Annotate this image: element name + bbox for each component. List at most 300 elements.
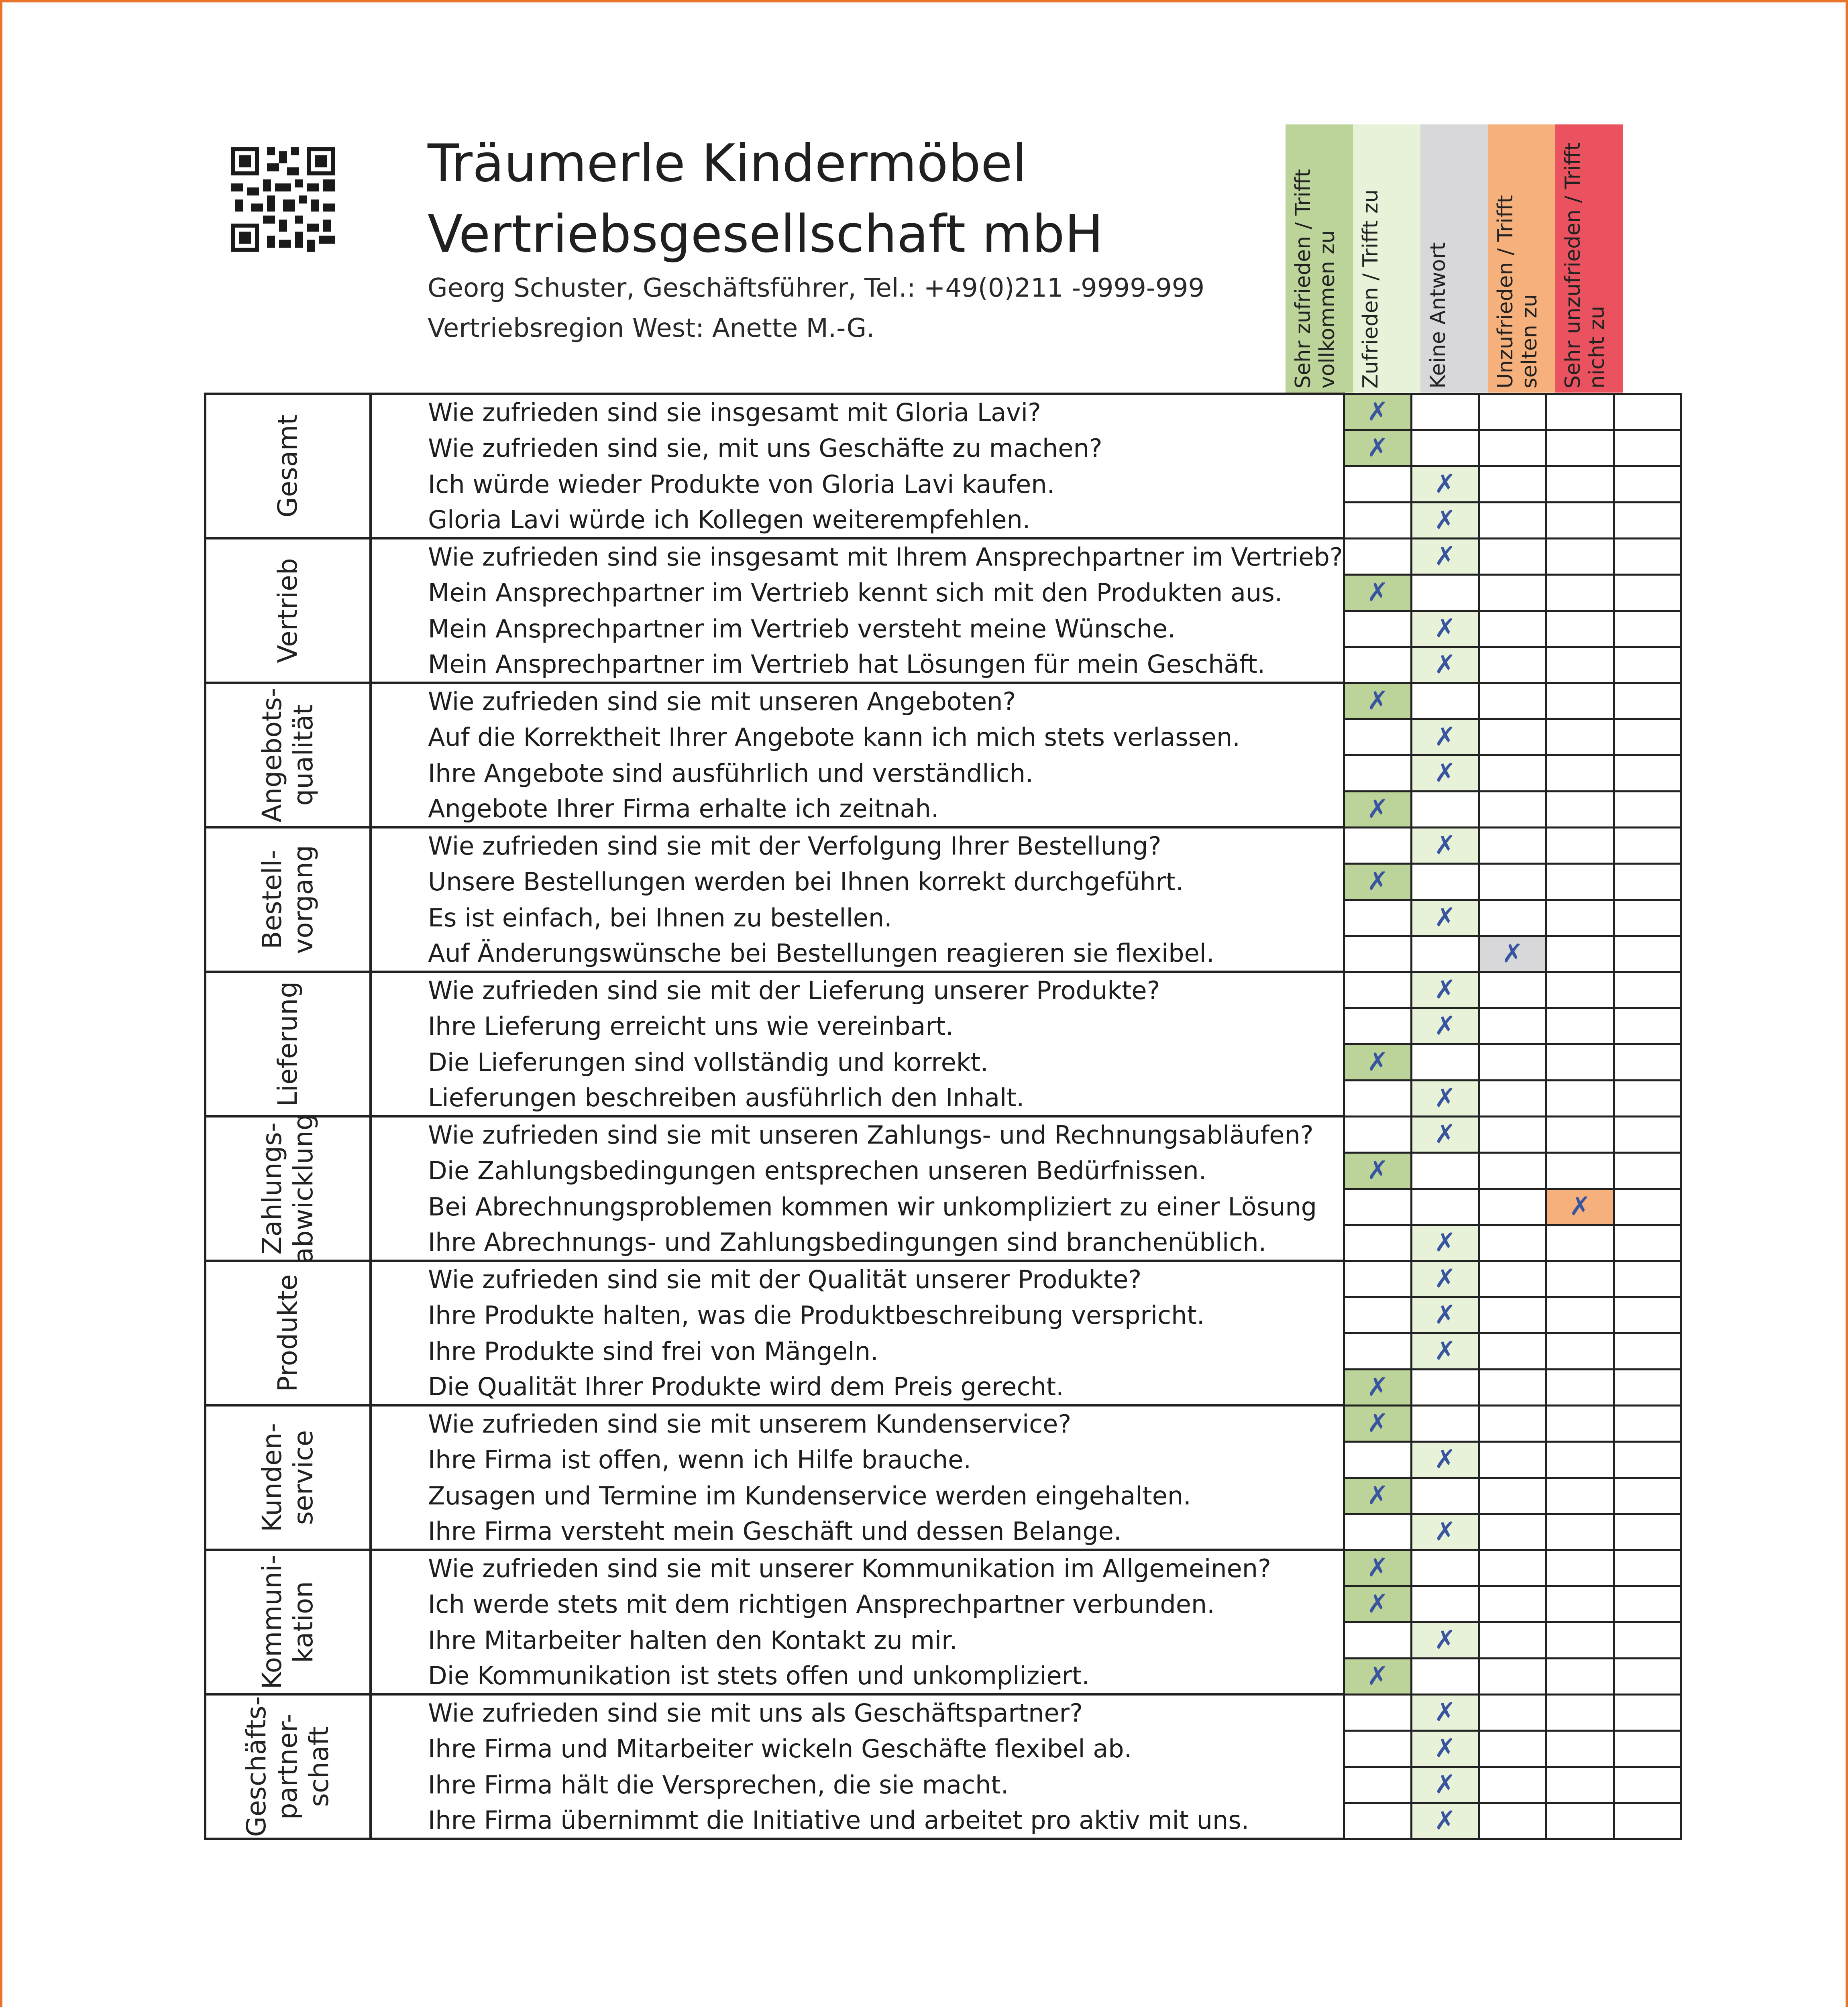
rating-checkbox[interactable]: [1546, 791, 1614, 827]
rating-checkbox[interactable]: ✗: [1411, 1261, 1479, 1297]
rating-checkbox[interactable]: ✗: [1344, 1658, 1411, 1694]
rating-checkbox[interactable]: [1344, 1116, 1411, 1152]
rating-checkbox[interactable]: [1344, 1803, 1411, 1839]
rating-checkbox[interactable]: [1479, 1080, 1546, 1116]
qr-code-icon: [231, 147, 335, 252]
rating-checkbox[interactable]: [1614, 502, 1681, 538]
rating-checkbox[interactable]: [1479, 430, 1546, 466]
rating-checkbox[interactable]: ✗: [1411, 900, 1479, 936]
rating-checkbox[interactable]: [1546, 538, 1614, 574]
rating-checkbox[interactable]: [1546, 827, 1614, 863]
rating-checkbox[interactable]: [1546, 1441, 1614, 1478]
survey-row: [205, 1694, 1681, 1730]
rating-checkbox[interactable]: [1614, 1225, 1681, 1261]
contact-info: [428, 268, 1204, 348]
rating-checkbox[interactable]: [1479, 1225, 1546, 1261]
rating-checkbox[interactable]: [1546, 1044, 1614, 1080]
rating-checkbox[interactable]: ✗: [1344, 1044, 1411, 1080]
rating-checkbox[interactable]: [1479, 647, 1546, 683]
question-text: Wie zufrieden sind sie mit unseren Angeboten?: [371, 683, 1344, 719]
rating-checkbox[interactable]: [1479, 755, 1546, 791]
survey-row: [205, 1044, 1681, 1080]
rating-checkbox[interactable]: [1614, 430, 1681, 466]
survey-row: [205, 1225, 1681, 1261]
rating-checkbox[interactable]: [1344, 1189, 1411, 1225]
rating-checkbox[interactable]: [1546, 1008, 1614, 1044]
rating-column-header: [1555, 124, 1623, 393]
rating-checkbox[interactable]: [1479, 1694, 1546, 1730]
rating-checkbox[interactable]: ✗: [1411, 755, 1479, 791]
category-label: Kunden- service: [257, 1423, 319, 1532]
rating-checkbox[interactable]: [1411, 936, 1479, 972]
rating-checkbox[interactable]: [1614, 1116, 1681, 1152]
rating-checkbox[interactable]: ✗: [1411, 1441, 1479, 1478]
rating-checkbox[interactable]: ✗: [1411, 466, 1479, 502]
rating-checkbox[interactable]: [1411, 791, 1479, 827]
rating-checkbox[interactable]: [1614, 1478, 1681, 1514]
rating-checkbox[interactable]: [1546, 1550, 1614, 1586]
rating-checkbox[interactable]: [1344, 755, 1411, 791]
question-text: Zusagen und Termine im Kundenservice werden eingehalten.: [371, 1478, 1344, 1514]
rating-checkbox[interactable]: [1614, 466, 1681, 502]
survey-row: [205, 466, 1681, 502]
rating-checkbox[interactable]: [1614, 1514, 1681, 1550]
question-text: Wie zufrieden sind sie mit unseren Zahlungs- und Rechnungsabläufen?: [371, 1116, 1344, 1152]
question-text: Ihre Mitarbeiter halten den Kontakt zu mir.: [371, 1622, 1344, 1658]
rating-checkbox[interactable]: ✗: [1344, 1586, 1411, 1622]
rating-checkbox[interactable]: [1546, 1658, 1614, 1694]
rating-checkbox[interactable]: ✗: [1411, 1767, 1479, 1803]
contact-line-2: Vertriebsregion West: Anette M.-G.: [428, 313, 875, 343]
rating-checkbox[interactable]: [1479, 791, 1546, 827]
rating-checkbox[interactable]: [1479, 1658, 1546, 1694]
survey-row: [205, 972, 1681, 1008]
rating-checkbox[interactable]: [1411, 1044, 1479, 1080]
rating-checkbox[interactable]: [1411, 1189, 1479, 1225]
rating-checkbox[interactable]: [1546, 1514, 1614, 1550]
question-text: Wie zufrieden sind sie mit unserer Kommunikation im Allgemeinen?: [371, 1550, 1344, 1586]
category-cell: [205, 1694, 371, 1839]
question-text: Die Kommunikation ist stets offen und unkompliziert.: [371, 1658, 1344, 1694]
rating-checkbox[interactable]: [1411, 1586, 1479, 1622]
rating-checkbox[interactable]: [1479, 1405, 1546, 1441]
question-text: Lieferungen beschreiben ausführlich den Inhalt.: [371, 1080, 1344, 1116]
rating-checkbox[interactable]: ✗: [1411, 972, 1479, 1008]
rating-checkbox[interactable]: [1614, 1550, 1681, 1586]
question-text: Angebote Ihrer Firma erhalte ich zeitnah.: [371, 791, 1344, 827]
rating-checkbox[interactable]: [1546, 1261, 1614, 1297]
rating-checkbox[interactable]: ✗: [1411, 1225, 1479, 1261]
rating-checkbox[interactable]: [1614, 936, 1681, 972]
rating-checkbox[interactable]: [1614, 1189, 1681, 1225]
rating-checkbox[interactable]: ✗: [1546, 1189, 1614, 1225]
rating-checkbox[interactable]: [1479, 1008, 1546, 1044]
company-line-2: Vertriebsgesellschaft mbH: [428, 204, 1104, 264]
rating-checkbox[interactable]: [1546, 1116, 1614, 1152]
question-text: Die Lieferungen sind vollständig und korrekt.: [371, 1044, 1344, 1080]
survey-row: [205, 647, 1681, 683]
rating-checkbox[interactable]: [1614, 1730, 1681, 1767]
rating-checkbox[interactable]: [1344, 1441, 1411, 1478]
category-label: Geschäfts- partner- schaft: [241, 1696, 334, 1837]
rating-checkbox[interactable]: [1411, 1405, 1479, 1441]
rating-checkbox[interactable]: ✗: [1344, 1405, 1411, 1441]
rating-checkbox[interactable]: [1344, 1080, 1411, 1116]
rating-checkbox[interactable]: ✗: [1411, 1514, 1479, 1550]
survey-row: [205, 1803, 1681, 1839]
question-text: Bei Abrechnungsproblemen kommen wir unkompliziert zu einer Lösung: [371, 1189, 1344, 1225]
rating-checkbox[interactable]: ✗: [1411, 647, 1479, 683]
question-text: Wie zufrieden sind sie mit unserem Kundenservice?: [371, 1405, 1344, 1441]
rating-checkbox[interactable]: [1411, 430, 1479, 466]
rating-checkbox[interactable]: [1546, 466, 1614, 502]
survey-row: [205, 1658, 1681, 1694]
survey-row: [205, 430, 1681, 466]
question-text: Ihre Firma ist offen, wenn ich Hilfe brauche.: [371, 1441, 1344, 1478]
question-text: Wie zufrieden sind sie mit der Lieferung unserer Produkte?: [371, 972, 1344, 1008]
question-text: Auf die Korrektheit Ihrer Angebote kann ich mich stets verlassen.: [371, 719, 1344, 755]
survey-row: [205, 900, 1681, 936]
rating-checkbox[interactable]: [1546, 900, 1614, 936]
rating-checkbox[interactable]: [1479, 1730, 1546, 1767]
rating-checkbox[interactable]: [1546, 936, 1614, 972]
rating-checkbox[interactable]: ✗: [1411, 1116, 1479, 1152]
rating-checkbox[interactable]: [1411, 683, 1479, 719]
rating-checkbox[interactable]: [1344, 502, 1411, 538]
rating-checkbox[interactable]: [1479, 1514, 1546, 1550]
rating-checkbox[interactable]: [1344, 1622, 1411, 1658]
rating-checkbox[interactable]: [1479, 466, 1546, 502]
rating-checkbox[interactable]: [1344, 538, 1411, 574]
rating-checkbox[interactable]: [1479, 1369, 1546, 1405]
rating-checkbox[interactable]: [1479, 1803, 1546, 1839]
survey-row: [205, 791, 1681, 827]
rating-checkbox[interactable]: [1479, 719, 1546, 755]
rating-checkbox[interactable]: [1479, 827, 1546, 863]
rating-checkbox[interactable]: [1546, 972, 1614, 1008]
rating-checkbox[interactable]: [1546, 1333, 1614, 1369]
rating-checkbox[interactable]: [1411, 863, 1479, 900]
rating-checkbox[interactable]: [1614, 1586, 1681, 1622]
question-text: Ihre Firma übernimmt die Initiative und arbeitet pro aktiv mit uns.: [371, 1803, 1344, 1839]
question-text: Wie zufrieden sind sie insgesamt mit Gloria Lavi?: [371, 394, 1344, 430]
rating-checkbox[interactable]: [1411, 1478, 1479, 1514]
rating-checkbox[interactable]: [1546, 611, 1614, 647]
rating-checkbox[interactable]: [1344, 1767, 1411, 1803]
survey-row: [205, 936, 1681, 972]
rating-checkbox[interactable]: ✗: [1411, 1080, 1479, 1116]
rating-checkbox[interactable]: ✗: [1479, 936, 1546, 972]
rating-checkbox[interactable]: [1546, 1622, 1614, 1658]
survey-row: [205, 1622, 1681, 1658]
rating-checkbox[interactable]: ✗: [1411, 1803, 1479, 1839]
rating-checkbox[interactable]: ✗: [1344, 574, 1411, 611]
rating-checkbox[interactable]: [1479, 502, 1546, 538]
rating-checkbox[interactable]: [1614, 863, 1681, 900]
survey-row: [205, 394, 1681, 430]
rating-checkbox[interactable]: [1546, 1478, 1614, 1514]
rating-checkbox[interactable]: [1479, 1189, 1546, 1225]
rating-checkbox[interactable]: [1479, 683, 1546, 719]
rating-checkbox[interactable]: [1546, 1803, 1614, 1839]
rating-checkbox[interactable]: [1546, 394, 1614, 430]
question-text: Die Qualität Ihrer Produkte wird dem Preis gerecht.: [371, 1369, 1344, 1405]
rating-column-label: Sehr zufrieden / Trifft vollkommen zu: [1291, 169, 1339, 389]
question-text: Wie zufrieden sind sie mit uns als Geschäftspartner?: [371, 1694, 1344, 1730]
rating-checkbox[interactable]: [1479, 1550, 1546, 1586]
question-text: Ihre Angebote sind ausführlich und verständlich.: [371, 755, 1344, 791]
rating-checkbox[interactable]: ✗: [1411, 719, 1479, 755]
rating-checkbox[interactable]: [1614, 683, 1681, 719]
rating-checkbox[interactable]: [1614, 394, 1681, 430]
rating-checkbox[interactable]: [1411, 1369, 1479, 1405]
rating-checkbox[interactable]: [1546, 1767, 1614, 1803]
survey-row: [205, 1333, 1681, 1369]
rating-checkbox[interactable]: [1614, 1333, 1681, 1369]
rating-checkbox[interactable]: [1479, 1116, 1546, 1152]
category-label: Angebots- qualität: [257, 688, 319, 822]
category-cell: [205, 538, 371, 683]
rating-checkbox[interactable]: [1344, 1730, 1411, 1767]
category-cell: [205, 1113, 371, 1264]
survey-row: [205, 1767, 1681, 1803]
rating-checkbox[interactable]: [1614, 1152, 1681, 1189]
survey-row: [205, 683, 1681, 719]
rating-checkbox[interactable]: [1614, 1803, 1681, 1839]
rating-checkbox[interactable]: [1614, 791, 1681, 827]
rating-checkbox[interactable]: [1614, 900, 1681, 936]
rating-checkbox[interactable]: ✗: [1411, 611, 1479, 647]
rating-checkbox[interactable]: [1479, 1441, 1546, 1478]
rating-checkbox[interactable]: [1546, 647, 1614, 683]
rating-checkbox[interactable]: [1479, 1152, 1546, 1189]
rating-checkbox[interactable]: [1479, 1261, 1546, 1297]
rating-checkbox[interactable]: [1546, 863, 1614, 900]
rating-checkbox[interactable]: [1614, 972, 1681, 1008]
category-label: Gesamt: [272, 414, 303, 518]
rating-checkbox[interactable]: [1614, 1694, 1681, 1730]
question-text: Es ist einfach, bei Ihnen zu bestellen.: [371, 900, 1344, 936]
rating-checkbox[interactable]: ✗: [1411, 1730, 1479, 1767]
rating-checkbox[interactable]: [1479, 611, 1546, 647]
category-cell: [205, 1550, 371, 1694]
survey-row: [205, 755, 1681, 791]
rating-checkbox[interactable]: [1479, 1767, 1546, 1803]
rating-checkbox[interactable]: [1479, 1297, 1546, 1333]
rating-checkbox[interactable]: ✗: [1344, 394, 1411, 430]
category-label: Bestell- vorgang: [257, 845, 319, 954]
rating-checkbox[interactable]: [1344, 827, 1411, 863]
question-text: Ihre Abrechnungs- und Zahlungsbedingungen sind branchenüblich.: [371, 1225, 1344, 1261]
rating-checkbox[interactable]: [1344, 1008, 1411, 1044]
survey-row: [205, 1152, 1681, 1189]
survey-row: [205, 1441, 1681, 1478]
survey-row: [205, 1008, 1681, 1044]
rating-checkbox[interactable]: [1546, 1225, 1614, 1261]
survey-row: [205, 1550, 1681, 1586]
survey-row: [205, 719, 1681, 755]
rating-checkbox[interactable]: ✗: [1344, 1478, 1411, 1514]
category-cell: [205, 827, 371, 972]
category-label: Produkte: [272, 1274, 303, 1392]
rating-checkbox[interactable]: [1344, 1261, 1411, 1297]
rating-checkbox[interactable]: [1614, 1008, 1681, 1044]
rating-checkbox[interactable]: [1614, 1369, 1681, 1405]
rating-checkbox[interactable]: ✗: [1344, 1550, 1411, 1586]
rating-checkbox[interactable]: [1614, 611, 1681, 647]
rating-checkbox[interactable]: [1344, 1225, 1411, 1261]
rating-checkbox[interactable]: [1614, 755, 1681, 791]
rating-checkbox[interactable]: [1411, 394, 1479, 430]
rating-checkbox[interactable]: [1546, 502, 1614, 538]
rating-checkbox[interactable]: [1479, 900, 1546, 936]
rating-checkbox[interactable]: [1344, 1333, 1411, 1369]
company-line-1: Träumerle Kindermöbel: [428, 134, 1027, 193]
question-text: Wie zufrieden sind sie, mit uns Geschäfte zu machen?: [371, 430, 1344, 466]
rating-checkbox[interactable]: [1479, 1333, 1546, 1369]
rating-checkbox[interactable]: [1546, 1369, 1614, 1405]
rating-checkbox[interactable]: [1479, 1478, 1546, 1514]
survey-row: [205, 1730, 1681, 1767]
rating-checkbox[interactable]: ✗: [1411, 1333, 1479, 1369]
question-text: Mein Ansprechpartner im Vertrieb versteht meine Wünsche.: [371, 611, 1344, 647]
survey-row: [205, 1369, 1681, 1405]
rating-checkbox[interactable]: [1546, 1080, 1614, 1116]
rating-checkbox[interactable]: [1479, 972, 1546, 1008]
rating-checkbox[interactable]: [1614, 1044, 1681, 1080]
rating-checkbox[interactable]: ✗: [1344, 1369, 1411, 1405]
rating-checkbox[interactable]: [1546, 1586, 1614, 1622]
rating-checkbox[interactable]: [1546, 1730, 1614, 1767]
rating-checkbox[interactable]: [1546, 755, 1614, 791]
rating-checkbox[interactable]: ✗: [1344, 683, 1411, 719]
rating-checkbox[interactable]: [1614, 1297, 1681, 1333]
rating-checkbox[interactable]: [1479, 863, 1546, 900]
category-label: Zahlungs- abwicklung: [257, 1113, 319, 1264]
survey-row: [205, 1080, 1681, 1116]
rating-checkbox[interactable]: [1546, 683, 1614, 719]
rating-column-label: Unzufrieden / Trifft selten zu: [1493, 195, 1542, 389]
question-text: Die Zahlungsbedingungen entsprechen unseren Bedürfnissen.: [371, 1152, 1344, 1189]
rating-column-label: Keine Antwort: [1426, 242, 1450, 389]
rating-checkbox[interactable]: ✗: [1411, 1694, 1479, 1730]
rating-checkbox[interactable]: [1344, 900, 1411, 936]
rating-checkbox[interactable]: [1546, 430, 1614, 466]
rating-checkbox[interactable]: [1344, 719, 1411, 755]
rating-checkbox[interactable]: [1614, 1080, 1681, 1116]
rating-checkbox[interactable]: [1411, 574, 1479, 611]
rating-checkbox[interactable]: [1479, 1622, 1546, 1658]
rating-checkbox[interactable]: [1344, 1514, 1411, 1550]
question-text: Ihre Produkte sind frei von Mängeln.: [371, 1333, 1344, 1369]
rating-checkbox[interactable]: [1344, 647, 1411, 683]
question-text: Wie zufrieden sind sie insgesamt mit Ihrem Ansprechpartner im Vertrieb?: [371, 538, 1344, 574]
rating-checkbox[interactable]: [1344, 936, 1411, 972]
rating-checkbox[interactable]: [1614, 538, 1681, 574]
rating-checkbox[interactable]: [1614, 1405, 1681, 1441]
rating-checkbox[interactable]: [1614, 1261, 1681, 1297]
question-text: Ich würde wieder Produkte von Gloria Lavi kaufen.: [371, 466, 1344, 502]
rating-checkbox[interactable]: ✗: [1344, 430, 1411, 466]
question-text: Auf Änderungswünsche bei Bestellungen reagieren sie flexibel.: [371, 936, 1344, 972]
rating-checkbox[interactable]: [1614, 1767, 1681, 1803]
rating-column-header: [1353, 124, 1420, 393]
rating-checkbox[interactable]: ✗: [1411, 1008, 1479, 1044]
rating-checkbox[interactable]: [1546, 719, 1614, 755]
rating-checkbox[interactable]: ✗: [1344, 791, 1411, 827]
survey-row: [205, 1478, 1681, 1514]
category-cell: [205, 972, 371, 1116]
rating-checkbox[interactable]: [1411, 1152, 1479, 1189]
rating-checkbox[interactable]: [1479, 394, 1546, 430]
question-text: Wie zufrieden sind sie mit der Qualität unserer Produkte?: [371, 1261, 1344, 1297]
rating-checkbox[interactable]: [1546, 1297, 1614, 1333]
company-name: [428, 128, 1103, 270]
rating-checkbox[interactable]: [1614, 1622, 1681, 1658]
survey-row: [205, 1116, 1681, 1152]
rating-checkbox[interactable]: [1479, 1586, 1546, 1622]
question-text: Mein Ansprechpartner im Vertrieb kennt sich mit den Produkten aus.: [371, 574, 1344, 611]
rating-checkbox[interactable]: [1614, 719, 1681, 755]
rating-checkbox[interactable]: [1614, 827, 1681, 863]
question-text: Gloria Lavi würde ich Kollegen weiterempfehlen.: [371, 502, 1344, 538]
rating-checkbox[interactable]: [1344, 611, 1411, 647]
rating-checkbox[interactable]: ✗: [1411, 827, 1479, 863]
category-cell: [205, 1261, 371, 1405]
survey-row: [205, 1405, 1681, 1441]
category-cell: [205, 1405, 371, 1550]
survey-row: [205, 611, 1681, 647]
rating-checkbox[interactable]: [1479, 538, 1546, 574]
rating-checkbox[interactable]: ✗: [1411, 502, 1479, 538]
rating-checkbox[interactable]: [1614, 1658, 1681, 1694]
category-cell: [205, 683, 371, 827]
question-text: Ihre Firma hält die Versprechen, die sie macht.: [371, 1767, 1344, 1803]
rating-checkbox[interactable]: ✗: [1411, 1297, 1479, 1333]
question-text: Unsere Bestellungen werden bei Ihnen korrekt durchgeführt.: [371, 863, 1344, 900]
rating-checkbox[interactable]: [1344, 466, 1411, 502]
survey-row: [205, 1297, 1681, 1333]
rating-checkbox[interactable]: [1411, 1658, 1479, 1694]
rating-column-header: [1286, 124, 1353, 393]
rating-checkbox[interactable]: ✗: [1344, 1152, 1411, 1189]
rating-checkbox[interactable]: ✗: [1344, 863, 1411, 900]
survey-row: [205, 1514, 1681, 1550]
rating-column-label: Zufrieden / Trifft zu: [1359, 189, 1383, 389]
rating-checkbox[interactable]: [1546, 1405, 1614, 1441]
rating-checkbox[interactable]: [1344, 1694, 1411, 1730]
rating-checkbox[interactable]: ✗: [1411, 538, 1479, 574]
survey-row: [205, 574, 1681, 611]
rating-checkbox[interactable]: [1614, 1441, 1681, 1478]
survey-row: [205, 863, 1681, 900]
category-label: Lieferung: [272, 981, 303, 1107]
rating-checkbox[interactable]: [1344, 1297, 1411, 1333]
survey-row: [205, 502, 1681, 538]
rating-checkbox[interactable]: [1546, 1152, 1614, 1189]
question-text: Ihre Lieferung erreicht uns wie vereinbart.: [371, 1008, 1344, 1044]
category-label: Vertrieb: [272, 558, 303, 663]
rating-checkbox[interactable]: [1411, 1550, 1479, 1586]
rating-checkbox[interactable]: [1479, 1044, 1546, 1080]
rating-checkbox[interactable]: [1614, 574, 1681, 611]
rating-checkbox[interactable]: [1546, 574, 1614, 611]
rating-checkbox[interactable]: [1344, 972, 1411, 1008]
rating-checkbox[interactable]: ✗: [1411, 1622, 1479, 1658]
rating-checkbox[interactable]: [1479, 574, 1546, 611]
rating-checkbox[interactable]: [1546, 1694, 1614, 1730]
rating-checkbox[interactable]: [1614, 647, 1681, 683]
